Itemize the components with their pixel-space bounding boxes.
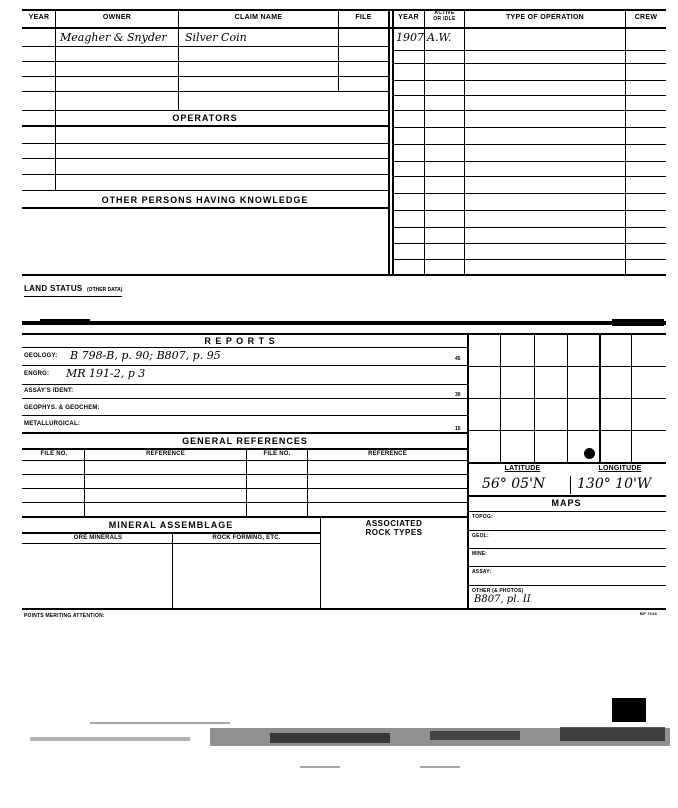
engrg-value: MR 191-2, p 3 [66,367,146,380]
mark-30: 30 [455,392,461,398]
owner-entry: Meagher & Snyder [60,31,167,44]
header-year-operation: YEAR [398,14,419,21]
geology-value: B 798-B, p. 90; B807, p. 95 [70,349,221,362]
associated-line: ASSOCIATED [365,519,423,528]
land-status-heading [24,278,122,297]
operation-status-entry: A.W. [427,31,452,44]
header-type-of-operation: TYPE OF OPERATION [505,14,585,21]
header-active-or-idle [425,10,464,22]
longitude-label: LONGITUDE [598,465,642,472]
divider-smudge [22,321,666,325]
maps-geol-label: GEOL: [472,533,489,539]
maps-other-label: OTHER (& PHOTOS) [472,588,524,594]
header-claim-name: CLAIM NAME [234,14,283,21]
latitude-label: LATITUDE [504,465,541,472]
maps-title: MAPS [551,498,582,508]
land-status-subtitle: (OTHER DATA) [87,287,123,293]
reference-header-1: REFERENCE [146,451,185,457]
ore-minerals-header: ORE MINERALS [73,535,123,541]
land-status-title: LAND STATUS [24,284,83,293]
location-dot [584,448,595,459]
mark-45: 45 [455,356,461,362]
header-owner: OWNER [102,14,132,21]
geophys-label: GEOPHYS. & GEOCHEM: [24,405,100,411]
longitude-value: 130° 10'W [577,476,652,492]
operation-year-entry: 1907 [396,31,424,44]
rock-forming-header: ROCK FORMING, ETC. [212,535,281,541]
maps-mine-label: MINE: [472,551,488,557]
rock-types-line: ROCK TYPES [365,528,423,537]
header-file: FILE [355,14,372,21]
maps-assay-label: ASSAY: [472,569,492,575]
header-active-line: ACTIVE [434,10,455,16]
header-crew: CREW [634,14,658,21]
form-code: BP 7018 [640,611,657,616]
engrg-label: ENGRG: [24,371,50,377]
maps-other-value: B807, pl. II [474,594,531,605]
other-persons-title: OTHER PERSONS HAVING KNOWLEDGE [101,195,309,205]
file-no-header-1: FILE NO. [40,451,68,457]
scan-artifact-block [612,698,646,722]
reference-header-2: REFERENCE [368,451,407,457]
mineral-assemblage-title: MINERAL ASSEMBLAGE [108,520,234,530]
claim-name-entry: Silver Coin [185,31,247,44]
header-or-idle-line: OR IDLE [433,16,456,22]
general-references-title: GENERAL REFERENCES [182,436,308,446]
assays-ident-label: ASSAY'S IDENT: [24,388,74,394]
latitude-value: 56° 05'N [482,476,546,492]
points-meriting-attention-label: POINTS MERITING ATTENTION: [24,613,105,619]
reports-title: R E P O R T S [204,336,276,346]
header-year: YEAR [28,14,50,21]
maps-topog-label: TOPOG: [472,514,493,520]
file-no-header-2: FILE NO. [263,451,291,457]
metallurgical-label: METALLURGICAL: [24,421,81,427]
geology-label: GEOLOGY: [24,353,58,359]
mark-15: 15 [455,426,461,432]
associated-rock-types-title [321,519,467,537]
operators-title: OPERATORS [172,113,238,123]
